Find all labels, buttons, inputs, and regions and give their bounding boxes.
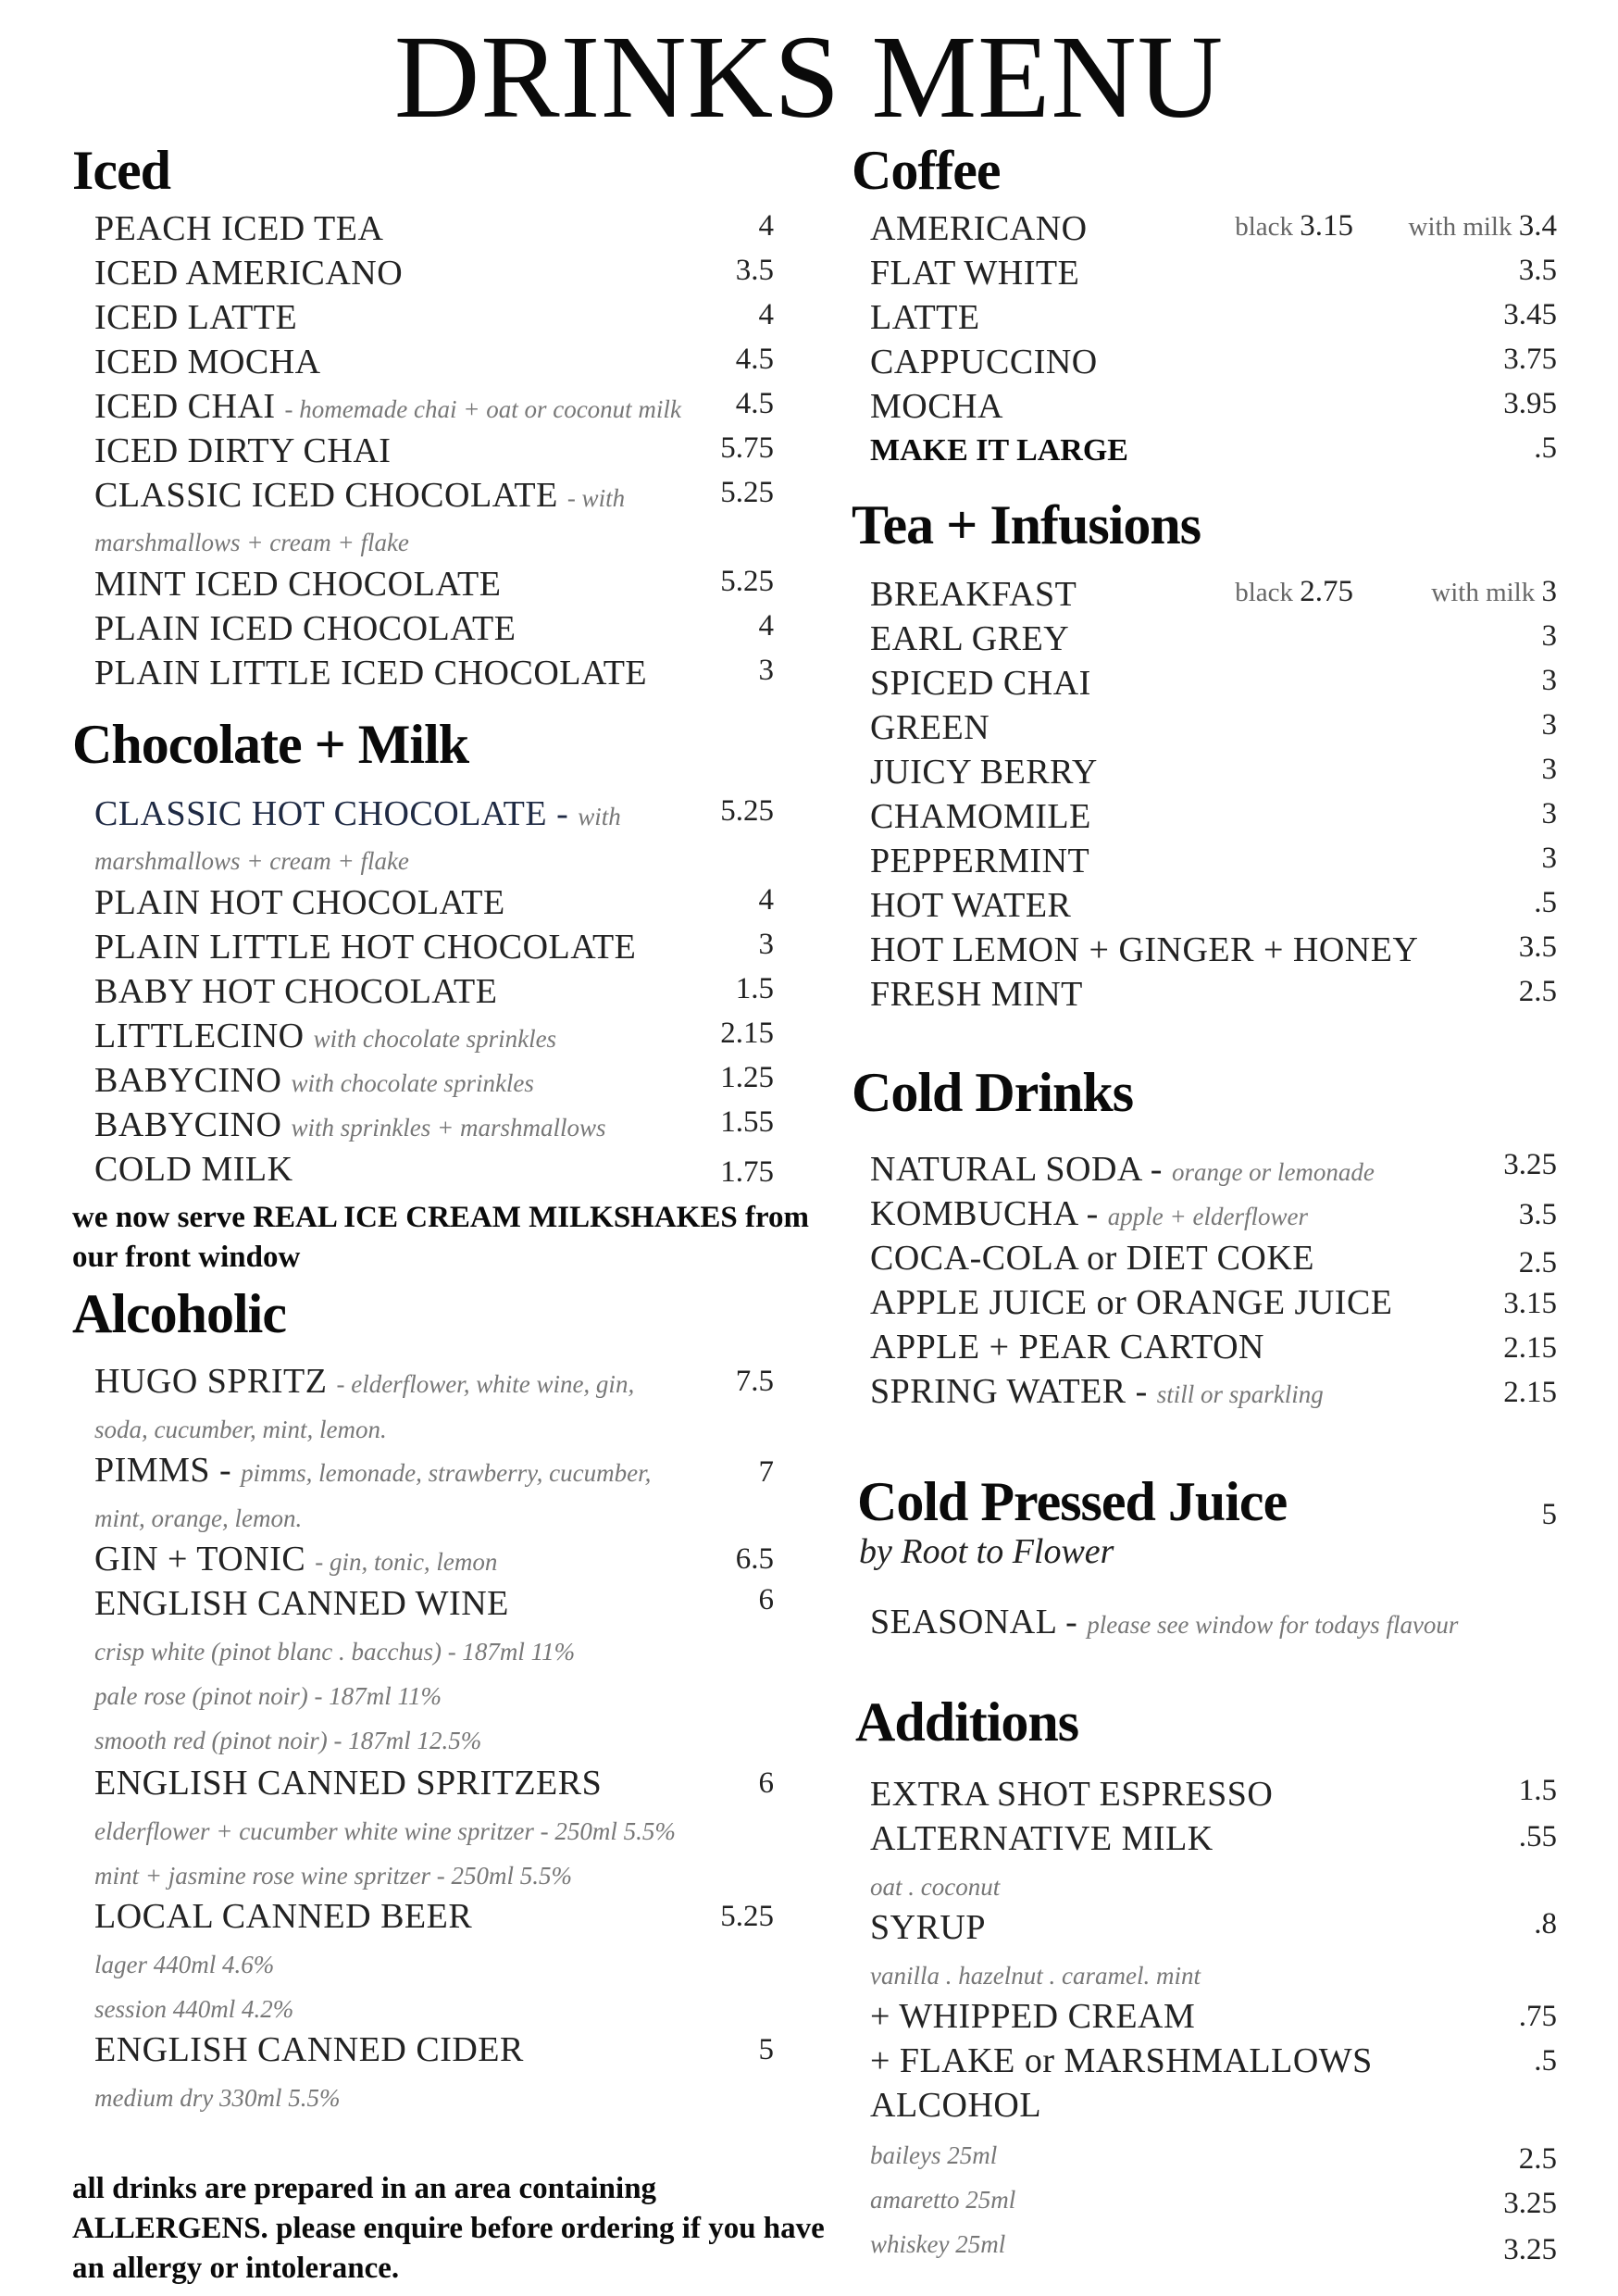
menu-item-description: mint, orange, lemon. [94, 1504, 303, 1532]
menu-item-description: - gin, tonic, lemon [315, 1548, 498, 1576]
menu-item-name: JUICY BERRY [870, 753, 1098, 792]
black-price: 3.15 [1300, 209, 1353, 243]
alcohol-option: baileys 25ml [870, 2141, 998, 2169]
section-heading-chocolate: Chocolate + Milk [72, 714, 469, 775]
menu-item-description: - elderflower, white wine, gin, [336, 1370, 635, 1398]
menu-item-description: with sprinkles + marshmallows [291, 1114, 606, 1142]
menu-item-name: APPLE + PEAR CARTON [870, 1328, 1264, 1366]
menu-item [870, 1149, 1375, 1192]
menu-item-price: 1.5 [1518, 1774, 1557, 1807]
menu-item-price: .8 [1534, 1907, 1557, 1940]
menu-item-price: 3.5 [735, 254, 774, 287]
menu-item-name: PEACH ICED TEA [94, 209, 384, 248]
menu-item-price: 6.5 [735, 1542, 774, 1576]
menu-item-description: smooth red (pinot noir) - 187ml 12.5% [94, 1727, 482, 1754]
menu-item-price: 4 [758, 609, 774, 643]
menu-item-name: ENGLISH CANNED WINE [94, 1584, 509, 1623]
menu-item-name: PIMMS [94, 1451, 210, 1490]
menu-item-name: GIN + TONIC [94, 1540, 306, 1578]
menu-item-price: 3 [1541, 664, 1557, 697]
milk-label: with milk [1408, 212, 1512, 242]
menu-item-name: COCA-COLA or DIET COKE [870, 1239, 1315, 1278]
menu-item-name: FLAT WHITE [870, 254, 1080, 293]
menu-item-price: 3.45 [1503, 298, 1557, 331]
menu-item-description: marshmallows + cream + flake [94, 847, 409, 875]
menu-item-description: with [578, 803, 621, 830]
menu-item-name: ENGLISH CANNED SPRITZERS [94, 1764, 603, 1803]
menu-item-name: ICED AMERICANO [94, 254, 404, 293]
menu-item-name: EARL GREY [870, 619, 1070, 658]
menu-item-price: 2.5 [1518, 2142, 1557, 2176]
black-label: black [1235, 578, 1293, 607]
menu-item-name: MOCHA [870, 387, 1003, 426]
menu-item-name: ALCOHOL [870, 2086, 1042, 2125]
section-heading-cold-drinks: Cold Drinks [852, 1062, 1134, 1123]
menu-item-name: PLAIN HOT CHOCOLATE [94, 883, 505, 922]
menu-item-name: CHAMOMILE [870, 797, 1091, 836]
menu-item-description: mint + jasmine rose wine spritzer - 250ml 5.5% [94, 1862, 572, 1890]
menu-item-price: 5.25 [720, 565, 774, 598]
menu-item-name: LITTLECINO [94, 1017, 305, 1055]
juice-subtitle: by Root to Flower [859, 1532, 1114, 1571]
milkshake-note: we now serve REAL ICE CREAM MILKSHAKES from [72, 1201, 809, 1234]
milk-label: with milk [1431, 578, 1536, 607]
menu-item-name: EXTRA SHOT ESPRESSO [870, 1775, 1274, 1814]
menu-item [94, 1104, 605, 1148]
alcohol-option: whiskey 25ml [870, 2230, 1006, 2258]
menu-item-description: please see window for todays flavour [1087, 1611, 1459, 1639]
menu-item-price: 3.25 [1503, 1148, 1557, 1181]
menu-item-price: 6 [758, 1583, 774, 1616]
menu-item-price: 3.25 [1503, 2233, 1557, 2266]
menu-item-name: PLAIN ICED CHOCOLATE [94, 609, 517, 648]
menu-item-price: 3.75 [1503, 343, 1557, 376]
black-price: 2.75 [1300, 575, 1353, 608]
menu-item-name: APPLE JUICE or ORANGE JUICE [870, 1283, 1393, 1322]
menu-item-price: 5.25 [720, 1900, 774, 1933]
menu-item-name: BABYCINO [94, 1061, 282, 1100]
menu-item-price: 3.5 [1518, 254, 1557, 287]
menu-item-name: SPRING WATER [870, 1372, 1126, 1411]
allergen-note-line: ALLERGENS. please enquire before ordering if you have [72, 2212, 825, 2245]
menu-item-name: ICED LATTE [94, 298, 298, 337]
menu-item-separator: - [210, 1451, 242, 1490]
menu-item-name: + FLAKE or MARSHMALLOWS [870, 2041, 1373, 2080]
menu-item-name: NATURAL SODA [870, 1150, 1141, 1189]
menu-item-price: 3 [1541, 797, 1557, 830]
menu-item-price: 7 [758, 1455, 774, 1489]
menu-item-price: 3 [758, 654, 774, 687]
menu-item-name: ICED DIRTY CHAI [94, 431, 392, 470]
menu-title: DRINKS MENU [393, 11, 1225, 143]
black-label: black [1235, 212, 1293, 242]
menu-item-price: 5.25 [720, 476, 774, 509]
menu-item [94, 1450, 651, 1493]
menu-item-description: with chocolate sprinkles [291, 1069, 534, 1097]
menu-item-name: MINT ICED CHOCOLATE [94, 565, 502, 604]
menu-item [94, 1539, 497, 1582]
menu-item-name: SYRUP [870, 1908, 986, 1947]
menu-item-description: - homemade chai + oat or coconut milk [284, 395, 681, 423]
menu-item [94, 1361, 634, 1404]
menu-item-description: still or sparkling [1156, 1380, 1324, 1408]
menu-item-name: HUGO SPRITZ [94, 1362, 328, 1401]
menu-item-description: - with [566, 484, 626, 512]
menu-item-price: 3.15 [1503, 1287, 1557, 1320]
menu-item-price: 3 [1541, 708, 1557, 742]
menu-item-price: 4 [758, 209, 774, 243]
menu-item-description: pale rose (pinot noir) - 187ml 11% [94, 1682, 442, 1710]
menu-item-description: pimms, lemonade, strawberry, cucumber, [241, 1459, 652, 1487]
menu-item-name: GREEN [870, 708, 990, 747]
menu-item-name: HOT WATER [870, 886, 1072, 925]
menu-item-name: ALTERNATIVE MILK [870, 1819, 1214, 1858]
menu-item-name: BREAKFAST [870, 575, 1077, 614]
menu-item [870, 1602, 1458, 1645]
menu-item-name: BABY HOT CHOCOLATE [94, 972, 498, 1011]
menu-item-price: 3.5 [1518, 930, 1557, 964]
milk-price-label [1409, 206, 1557, 247]
section-heading-tea: Tea + Infusions [852, 494, 1201, 555]
menu-item-separator: - [1077, 1194, 1108, 1233]
black-price-label [1235, 206, 1353, 247]
menu-item-price: .75 [1518, 2000, 1557, 2033]
menu-item-price: .55 [1518, 1820, 1557, 1853]
menu-item-name: CAPPUCCINO [870, 343, 1098, 381]
menu-item-description: oat . coconut [870, 1873, 1001, 1901]
milkshake-note: our front window [72, 1241, 301, 1274]
menu-item-price: 1.75 [720, 1155, 774, 1189]
menu-item-price: 3 [758, 928, 774, 961]
menu-item-description: with chocolate sprinkles [313, 1025, 557, 1053]
menu-item-price: 6 [758, 1766, 774, 1800]
menu-item-price: 1.5 [735, 972, 774, 1005]
menu-item-price: 2.5 [1518, 1246, 1557, 1279]
menu-item-name: + WHIPPED CREAM [870, 1997, 1196, 2036]
milk-price: 3.4 [1518, 209, 1557, 243]
menu-item-name: CLASSIC HOT CHOCOLATE [94, 794, 548, 833]
menu-item-price: 5.25 [720, 794, 774, 828]
menu-item-description: apple + elderflower [1107, 1203, 1308, 1230]
menu-item-price: 5.75 [720, 431, 774, 465]
menu-item-price: .5 [1534, 2044, 1557, 2078]
make-it-large: MAKE IT LARGE [870, 433, 1128, 468]
menu-item-name: PLAIN LITTLE HOT CHOCOLATE [94, 928, 637, 967]
menu-item-name: FRESH MINT [870, 975, 1083, 1014]
menu-item-price: 4.5 [735, 387, 774, 420]
menu-item [870, 1371, 1324, 1415]
menu-item-name: ICED MOCHA [94, 343, 321, 381]
menu-item [94, 793, 621, 837]
menu-item-name: PLAIN LITTLE ICED CHOCOLATE [94, 654, 648, 693]
allergen-note-line: an allergy or intolerance. [72, 2252, 400, 2285]
menu-item-name: AMERICANO [870, 209, 1088, 248]
menu-item-name: CLASSIC ICED CHOCOLATE [94, 476, 558, 515]
menu-item-price: 2.15 [1503, 1376, 1557, 1409]
menu-item-price: 2.5 [1518, 975, 1557, 1008]
menu-item-description: marshmallows + cream + flake [94, 529, 409, 556]
alcohol-option: amaretto 25ml [870, 2186, 1016, 2214]
menu-item-description: soda, cucumber, mint, lemon. [94, 1416, 387, 1443]
allergen-note-line: all drinks are prepared in an area containing [72, 2172, 657, 2205]
menu-item-price: 4 [758, 883, 774, 917]
menu-item-name: PEPPERMINT [870, 842, 1090, 880]
menu-item-price: 2.15 [720, 1017, 774, 1050]
menu-item-name: LATTE [870, 298, 980, 337]
menu-item-separator: - [1126, 1372, 1157, 1411]
menu-item-name: KOMBUCHA [870, 1194, 1077, 1233]
menu-item-description: vanilla . hazelnut . caramel. mint [870, 1962, 1201, 1990]
menu-item-price: 7.5 [735, 1365, 774, 1398]
menu-item-description: crisp white (pinot blanc . bacchus) - 187ml 11% [94, 1638, 576, 1666]
menu-item-price: 3.25 [1503, 2187, 1557, 2220]
menu-item-separator: - [1140, 1150, 1172, 1189]
menu-item-price: 3 [1541, 619, 1557, 653]
menu-item-price: .5 [1534, 886, 1557, 919]
menu-item [94, 386, 681, 430]
section-heading-coffee: Coffee [852, 140, 1001, 201]
menu-item [870, 1193, 1308, 1237]
menu-item-price: 3.95 [1503, 387, 1557, 420]
section-heading-alcoholic: Alcoholic [72, 1283, 286, 1344]
menu-item-name: ENGLISH CANNED CIDER [94, 2030, 524, 2069]
milk-price: 3 [1541, 575, 1557, 608]
menu-item-name: LOCAL CANNED BEER [94, 1897, 473, 1936]
menu-item-price: 5 [758, 2033, 774, 2066]
menu-item-price: 1.25 [720, 1061, 774, 1094]
menu-item-description: session 440ml 4.2% [94, 1995, 294, 2023]
menu-item-price: 3.5 [1518, 1198, 1557, 1231]
menu-item [94, 1060, 534, 1104]
menu-item-name: BABYCINO [94, 1105, 282, 1144]
menu-item-name: SPICED CHAI [870, 664, 1091, 703]
juice-price: 5 [1541, 1498, 1557, 1531]
menu-item-description: medium dry 330ml 5.5% [94, 2084, 341, 2112]
menu-item-price: 4.5 [735, 343, 774, 376]
menu-item-price: 3 [1541, 753, 1557, 786]
section-heading-cold-pressed-juice: Cold Pressed Juice [857, 1471, 1288, 1532]
menu-item-price: 3 [1541, 842, 1557, 875]
menu-item-name: SEASONAL [870, 1603, 1057, 1641]
section-heading-additions: Additions [855, 1691, 1079, 1753]
menu-item-price: 4 [758, 298, 774, 331]
menu-item-price: .5 [1534, 431, 1557, 465]
menu-item-description: lager 440ml 4.6% [94, 1951, 275, 1978]
menu-item-price: 1.55 [720, 1105, 774, 1139]
menu-item-description: orange or lemonade [1171, 1158, 1375, 1186]
menu-item-name: HOT LEMON + GINGER + HONEY [870, 930, 1419, 969]
menu-item [94, 1016, 556, 1059]
section-heading-iced: Iced [72, 140, 170, 201]
menu-item [94, 475, 625, 518]
menu-item-price: 2.15 [1503, 1331, 1557, 1365]
menu-item-separator: - [547, 794, 579, 833]
menu-item-separator: - [1056, 1603, 1088, 1641]
milk-price-label [1431, 571, 1557, 613]
black-price-label [1235, 571, 1353, 613]
menu-item-name: COLD MILK [94, 1150, 293, 1189]
menu-item-name: ICED CHAI [94, 387, 276, 426]
menu-item-description: elderflower + cucumber white wine spritzer - 250ml 5.5% [94, 1817, 676, 1845]
